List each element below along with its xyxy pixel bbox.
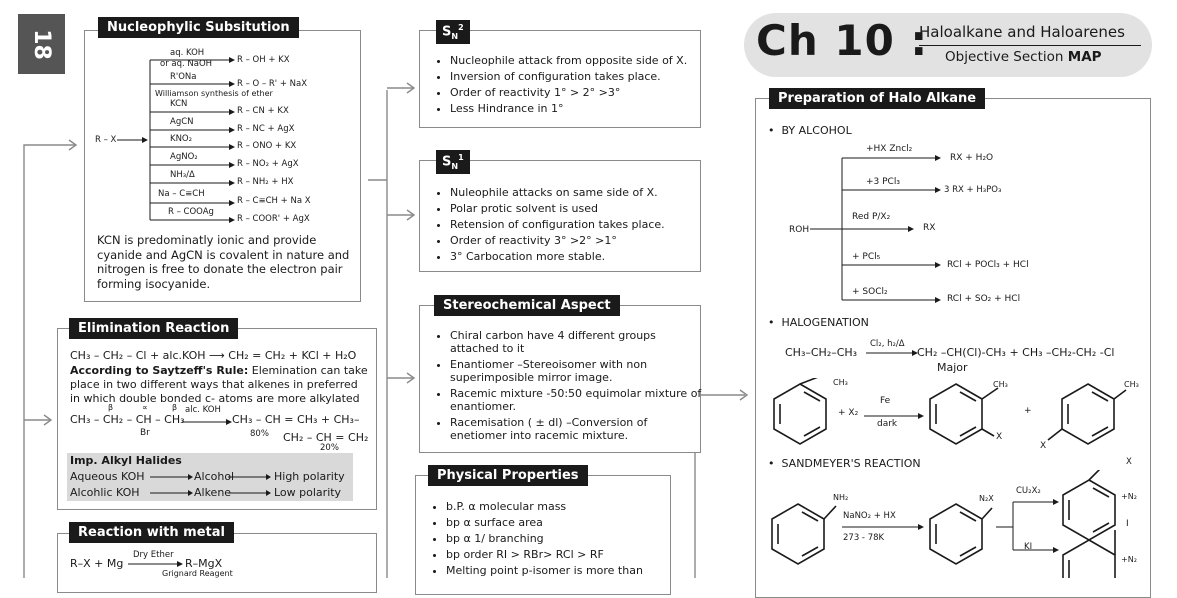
greek-alpha: ∝ <box>142 403 148 412</box>
sn1-item: • Polar protic solvent is used <box>450 201 712 217</box>
elimination-product-1: CH₃ – CH = CH₃ + CH₃– <box>232 413 360 426</box>
halogenation-heading-text: HALOGENATION <box>781 316 869 329</box>
alkyl-halides-title: Imp. Alkyl Halides <box>70 454 182 467</box>
sn2-item: • Nucleophile attack from opposite side of X. <box>450 53 712 69</box>
physical-item: • Melting point p-isomer is more than <box>446 563 682 579</box>
product-amine: R – NH₂ + HX <box>237 177 294 187</box>
sandmeyer-rings <box>768 470 1148 578</box>
ring2-x: X <box>996 432 1003 442</box>
elimination-title: Elimination Reaction <box>69 318 238 339</box>
sandmeyer-nh2: NH₂ <box>833 493 849 502</box>
product-cyanide: R – CN + KX <box>237 106 289 116</box>
sandmeyer-reagent-top: NaNO₂ + HX <box>843 511 896 521</box>
sn1-title-s: S <box>442 154 452 170</box>
sandmeyer-ki: KI <box>1024 542 1033 552</box>
alcohol-heading: • BY ALCOHOL <box>768 124 852 137</box>
header-title-line1: Haloalkane and Haloarenes <box>919 23 1125 41</box>
sn1-list <box>436 185 712 265</box>
product-ether: R – O – R' + NaX <box>237 79 308 89</box>
ring-plus-x2: + X₂ <box>838 408 859 418</box>
reagent-agcn: AgCN <box>170 117 194 127</box>
alcohol-reactant: ROH <box>789 225 810 235</box>
elimination-pct-80: 80% <box>250 429 269 439</box>
alcohol-heading-text: BY ALCOHOL <box>781 124 852 137</box>
chapter-number: Ch 10 : <box>756 16 929 65</box>
reagent-kcn: KCN <box>170 99 188 109</box>
reagent-sodium-acetylide: Na – C≡CH <box>158 189 205 199</box>
sn1-item: • 3° Carbocation more stable. <box>450 249 712 265</box>
sn1-item: • Nuleophile attacks on same side of X. <box>450 185 712 201</box>
metal-reagent: Dry Ether <box>133 550 174 560</box>
sn2-item: • Less Hindrance in 1° <box>450 101 712 117</box>
elimination-arrow <box>182 418 232 426</box>
reagent-agno2: AgNO₂ <box>170 152 198 162</box>
alcohol-product-redp: RX <box>923 223 936 233</box>
sandmeyer-reagent-bottom: 273 - 78K <box>843 533 885 543</box>
sandmeyer-p2-i: I <box>1126 519 1129 529</box>
reagent-kno2: KNO₂ <box>170 134 193 144</box>
nucleophilic-tree <box>84 30 361 230</box>
alkyl-row1-b: Alcohol <box>194 470 235 483</box>
sn1-item: • Order of reactivity 3° >2° >1° <box>450 233 712 249</box>
elimination-eq1: CH₃ – CH₂ – Cl + alc.KOH ⟶ CH₂ = CH₂ + KCl + H₂O <box>70 349 357 362</box>
greek-beta-2: β <box>172 403 178 412</box>
halogenation-left: CH₃–CH₂–CH₃ <box>785 346 858 359</box>
saytzeff-rule-bold: According to Saytzeff's Rule: <box>70 364 249 377</box>
metal-sub: Grignard Reagent <box>162 569 233 578</box>
sandmeyer-p2-n2: +N₂ <box>1121 555 1137 564</box>
sandmeyer-heading-text: SANDMEYER'S REACTION <box>781 457 921 470</box>
ring1-ch3: CH₃ <box>833 378 848 387</box>
reagent-rona: R'ONa <box>170 72 197 82</box>
metal-product: R–MgX <box>185 557 223 570</box>
stereo-item: • Enantiomer –Stereoisomer with non superimposible mirror image. <box>450 358 706 384</box>
elimination-eq2-left: CH₃ – CH₂ – CH – CH₃ <box>70 413 185 426</box>
physical-item: • bp α surface area <box>446 515 682 531</box>
physical-item: • b.P. α molecular mass <box>446 499 682 515</box>
page-number: 18 <box>18 14 65 74</box>
ring-reagent-fe: Fe <box>880 396 891 406</box>
saytzeff-rule <box>70 364 370 406</box>
alcohol-product-socl2: RCl + SO₂ + HCl <box>947 294 1021 304</box>
sandmeyer-cu: CU₂X₂ <box>1016 486 1041 496</box>
elimination-reagent: alc. KOH <box>185 405 221 415</box>
product-isocyanide: R – NC + AgX <box>237 124 295 134</box>
sn2-title-sub: N <box>451 31 459 41</box>
sandmeyer-heading: • SANDMEYER'S REACTION <box>768 457 921 470</box>
physical-item: • bp order RI > RBr> RCl > RF <box>446 547 682 563</box>
ring-reagent-dark: dark <box>877 419 898 429</box>
halogenation-major: Major <box>937 361 968 374</box>
alcohol-reagent-redp: Red P/X₂ <box>852 212 891 222</box>
kcn-agcn-note: KCN is predominatly ionic and provide cyanide and AgCN is covalent in nature and nitrogen is free to donate the electron pair forming isocyanide. <box>97 233 350 291</box>
product-ester: R – COOR' + AgX <box>237 214 310 224</box>
alkyl-row1-a: Aqueous KOH <box>70 470 145 483</box>
ring3-x: X <box>1040 441 1047 451</box>
product-nitrite: R – ONO + KX <box>237 141 297 151</box>
stereo-list <box>436 329 706 442</box>
sn2-item: • Inversion of configuration takes place. <box>450 69 712 85</box>
stereo-item: • Racemic mixture -50:50 equimolar mixture of enantiomer. <box>450 387 706 413</box>
halogenation-arrow <box>866 349 918 357</box>
metal-arrow <box>128 560 183 568</box>
sn2-title-sup: 2 <box>458 23 464 32</box>
greek-beta-1: β <box>108 403 114 412</box>
metal-left: R–X + Mg <box>70 557 124 570</box>
header-title-line2-prefix: Objective Section <box>945 49 1064 65</box>
reagent-aq-naoh: or aq. NaOH <box>160 59 213 69</box>
sn1-item: • Retension of configuration takes place. <box>450 217 712 233</box>
sn1-title-sub: N <box>451 161 459 171</box>
alkyl-row2-b: Alkene <box>194 486 232 499</box>
alcohol-product-hx: RX + H₂O <box>950 153 994 163</box>
reagent-nh3: NH₃/Δ <box>170 170 195 180</box>
reagent-aq-koh: aq. KOH <box>170 48 205 58</box>
reactant-rx: R – X <box>95 135 117 145</box>
elimination-pct-20: 20% <box>320 443 339 453</box>
sn2-title-s: S <box>442 24 452 40</box>
stereo-item: • Racemisation ( ± dl) –Conversion of enetiomer into racemic mixture. <box>450 416 706 442</box>
alcohol-reagent-socl2: + SOCl₂ <box>852 287 888 297</box>
sn1-title <box>436 150 470 174</box>
sandmeyer-p1-x: X <box>1126 457 1132 467</box>
alcohol-reagent-hx: +HX Zncl₂ <box>866 144 913 154</box>
sn1-title-sup: 1 <box>458 153 464 162</box>
product-nitro: R – NO₂ + AgX <box>237 159 299 169</box>
ring2-ch3: CH₃ <box>993 380 1008 389</box>
halogenation-product: CH₂ –CH(Cl)-CH₃ + CH₃ –CH₂-CH₂ -Cl <box>917 346 1115 359</box>
elimination-product-2: CH₂ – CH = CH₂ <box>283 431 369 444</box>
elimination-br: Br <box>140 428 150 438</box>
nucleophilic-title: Nucleophylic Subsitution <box>98 17 299 38</box>
sandmeyer-diazo: N₂X <box>979 494 994 503</box>
physical-item: • bp α 1/ branching <box>446 531 682 547</box>
alcohol-reagent-pcl5: + PCl₅ <box>852 252 881 262</box>
header-divider <box>919 45 1141 46</box>
alkyl-arrows <box>148 472 348 498</box>
toluene-halogenation-rings <box>768 378 1148 456</box>
ring-plus: + <box>1024 406 1032 416</box>
alkyl-row1-c: High polarity <box>274 470 345 483</box>
williamson-note: Williamson synthesis of ether <box>155 89 273 98</box>
alkyl-row2-a: Alcohlic KOH <box>70 486 140 499</box>
ring3-ch3: CH₃ <box>1124 380 1139 389</box>
stereo-title: Stereochemical Aspect <box>434 295 620 316</box>
preparation-title: Preparation of Halo Alkane <box>769 88 985 109</box>
alkyl-row2-c: Low polarity <box>274 486 342 499</box>
alcohol-product-pcl5: RCl + POCl₃ + HCl <box>947 260 1029 270</box>
saytzeff-rule-text: Elemination can take place in two different ways that alkenes in preferred in which double bonded c- atoms are more alkylated <box>70 364 368 405</box>
product-alkyne: R – C≡CH + Na X <box>237 196 311 206</box>
metal-title: Reaction with metal <box>69 522 234 543</box>
sandmeyer-p1-n2: +N₂ <box>1121 492 1137 501</box>
halogenation-heading: • HALOGENATION <box>768 316 869 329</box>
sn2-item: • Order of reactivity 1° > 2° >3° <box>450 85 712 101</box>
physical-title: Physical Properties <box>428 465 588 486</box>
reagent-silver-carboxylate: R – COOAg <box>168 207 214 217</box>
halogenation-reagent: Cl₂, h₂/Δ <box>870 339 905 349</box>
alcohol-product-pcl3: 3 RX + H₃PO₃ <box>944 185 1002 195</box>
product-alcohol: R – OH + KX <box>237 55 290 65</box>
sn2-title <box>436 20 470 44</box>
header-title-line2 <box>945 49 1102 65</box>
alcohol-reagent-pcl3: +3 PCl₃ <box>866 177 900 187</box>
header-title-line2-bold: MAP <box>1067 49 1102 65</box>
sn2-list <box>436 53 712 117</box>
physical-list <box>432 499 682 579</box>
stereo-item: • Chiral carbon have 4 different groups attached to it <box>450 329 706 355</box>
